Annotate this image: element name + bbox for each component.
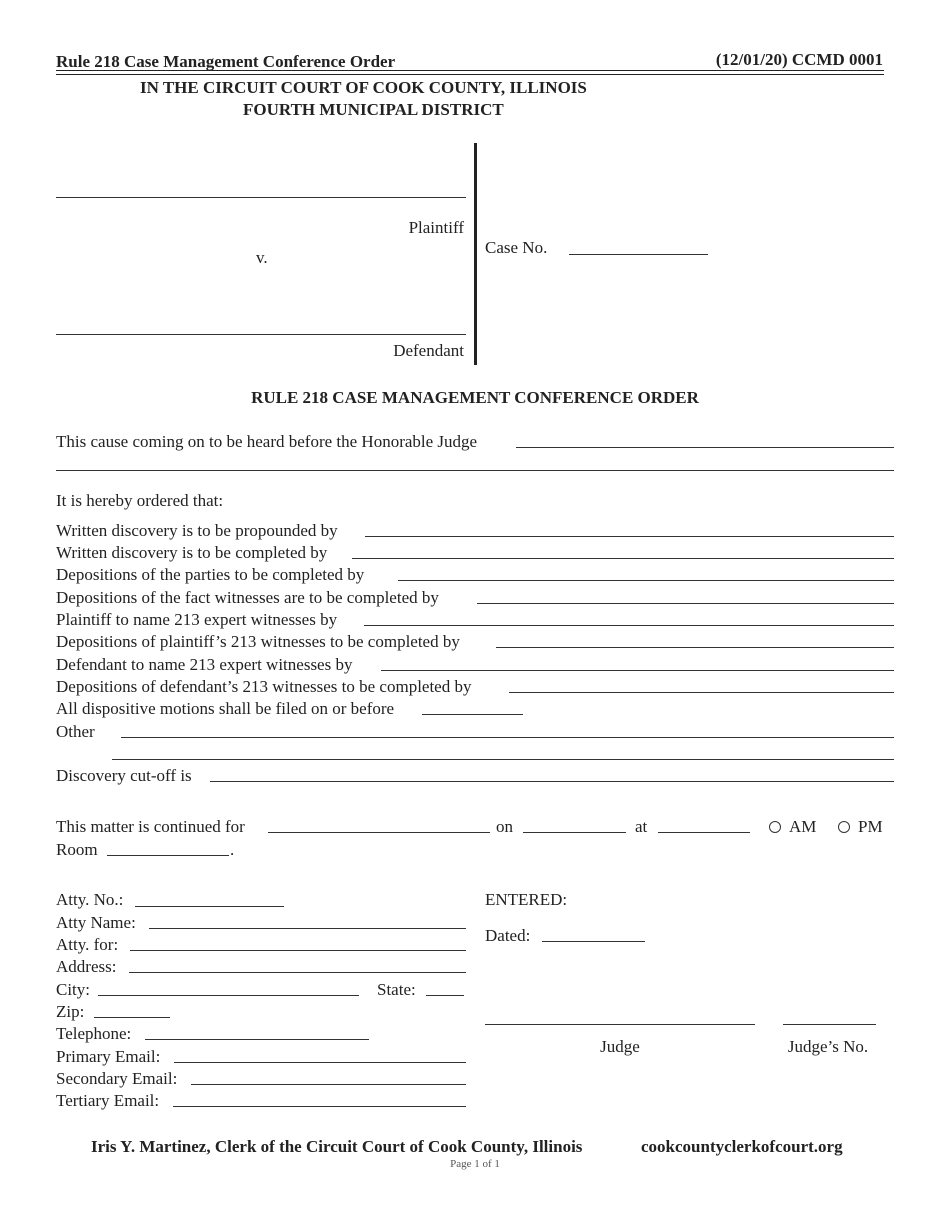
- state-label: State:: [377, 980, 416, 999]
- address-label: Address:: [56, 957, 117, 976]
- zip-label: Zip:: [56, 1002, 85, 1021]
- ordered-text: It is hereby ordered that:: [56, 491, 224, 510]
- item-dispositive-motions: All dispositive motions shall be filed on or before: [56, 699, 395, 718]
- item-depositions-fact: Depositions of the fact witnesses are to be completed by: [56, 588, 439, 607]
- atty-name-label: Atty Name:: [56, 913, 136, 932]
- depositions-fact-field[interactable]: [477, 603, 894, 604]
- plaintiff-name-field[interactable]: [56, 197, 466, 198]
- atty-for-field[interactable]: [130, 950, 466, 951]
- dated-field[interactable]: [542, 941, 645, 942]
- case-no-label: Case No.: [485, 238, 548, 257]
- judge-no-field[interactable]: [783, 1024, 876, 1025]
- footer-clerk: Iris Y. Martinez, Clerk of the Circuit Court of Cook County, Illinois: [91, 1137, 583, 1156]
- primary-email-label: Primary Email:: [56, 1047, 161, 1066]
- item-written-propounded: Written discovery is to be propounded by: [56, 521, 338, 540]
- judge-name-field-cont[interactable]: [56, 470, 894, 471]
- telephone-label: Telephone:: [56, 1024, 132, 1043]
- dated-label: Dated:: [485, 926, 531, 945]
- address-field[interactable]: [129, 972, 466, 973]
- judge-name-field[interactable]: [516, 447, 894, 448]
- plaintiff-label: Plaintiff: [408, 218, 464, 237]
- header-rule-top: [56, 70, 884, 71]
- other-field[interactable]: [121, 737, 894, 738]
- pm-option[interactable]: [838, 817, 883, 837]
- form-header-title: Rule 218 Case Management Conference Order: [56, 52, 396, 71]
- city-label: City:: [56, 980, 91, 999]
- form-code: (12/01/20) CCMD 0001: [715, 50, 883, 69]
- intro-text: This cause coming on to be heard before the Honorable Judge: [56, 432, 478, 451]
- defendant-name-field[interactable]: [56, 334, 466, 335]
- continued-at-label: at: [635, 817, 648, 836]
- am-radio-icon[interactable]: [769, 821, 781, 833]
- defendant-name-213-field[interactable]: [381, 670, 894, 671]
- caption-divider: [474, 143, 477, 365]
- continued-label: This matter is continued for: [56, 817, 245, 836]
- pm-label: PM: [858, 817, 883, 836]
- plaintiff-name-213-field[interactable]: [364, 625, 894, 626]
- depositions-defendant-213-field[interactable]: [509, 692, 894, 693]
- order-title: RULE 218 CASE MANAGEMENT CONFERENCE ORDER: [251, 388, 699, 407]
- header-rule-bottom: [56, 74, 884, 75]
- am-label: AM: [789, 817, 817, 836]
- case-no-field[interactable]: [569, 254, 708, 255]
- item-defendant-name-213: Defendant to name 213 expert witnesses by: [56, 655, 353, 674]
- court-name: IN THE CIRCUIT COURT OF COOK COUNTY, ILLINOIS: [140, 78, 587, 97]
- zip-field[interactable]: [94, 1017, 170, 1018]
- versus-label: v.: [256, 248, 268, 267]
- tertiary-email-label: Tertiary Email:: [56, 1091, 160, 1110]
- room-field[interactable]: [107, 855, 229, 856]
- depositions-parties-field[interactable]: [398, 580, 894, 581]
- dispositive-motions-field[interactable]: [422, 714, 523, 715]
- tertiary-email-field[interactable]: [173, 1106, 466, 1107]
- item-other: Other: [56, 722, 95, 741]
- written-completed-field[interactable]: [352, 558, 894, 559]
- atty-no-label: Atty. No.:: [56, 890, 124, 909]
- written-propounded-field[interactable]: [365, 536, 894, 537]
- page-number: Page 1 of 1: [450, 1158, 500, 1170]
- item-depositions-plaintiff-213: Depositions of plaintiff’s 213 witnesses to be completed by: [56, 632, 460, 651]
- discovery-cutoff-field[interactable]: [210, 781, 894, 782]
- entered-label: ENTERED:: [485, 890, 568, 909]
- continued-for-field[interactable]: [268, 832, 490, 833]
- defendant-label: Defendant: [393, 341, 464, 360]
- secondary-email-field[interactable]: [191, 1084, 466, 1085]
- primary-email-field[interactable]: [174, 1062, 466, 1063]
- pm-radio-icon[interactable]: [838, 821, 850, 833]
- continued-time-field[interactable]: [658, 832, 750, 833]
- atty-for-label: Atty. for:: [56, 935, 119, 954]
- depositions-plaintiff-213-field[interactable]: [496, 647, 894, 648]
- item-plaintiff-name-213: Plaintiff to name 213 expert witnesses by: [56, 610, 338, 629]
- judge-no-label: Judge’s No.: [787, 1037, 869, 1056]
- item-written-completed: Written discovery is to be completed by: [56, 543, 328, 562]
- item-depositions-defendant-213: Depositions of defendant’s 213 witnesses to be completed by: [56, 677, 472, 696]
- item-depositions-parties: Depositions of the parties to be completed by: [56, 565, 365, 584]
- city-field[interactable]: [98, 995, 359, 996]
- state-field[interactable]: [426, 995, 464, 996]
- judge-label: Judge: [600, 1037, 640, 1056]
- court-district: FOURTH MUNICIPAL DISTRICT: [243, 100, 504, 119]
- am-option[interactable]: [769, 817, 816, 837]
- judge-signature-field[interactable]: [485, 1024, 755, 1025]
- atty-name-field[interactable]: [149, 928, 466, 929]
- discovery-cutoff-label: Discovery cut-off is: [56, 766, 192, 785]
- room-period: .: [230, 840, 235, 859]
- secondary-email-label: Secondary Email:: [56, 1069, 178, 1088]
- other-field-cont[interactable]: [112, 759, 894, 760]
- room-label: Room: [56, 840, 98, 859]
- continued-on-label: on: [496, 817, 513, 836]
- continued-date-field[interactable]: [523, 832, 626, 833]
- telephone-field[interactable]: [145, 1039, 369, 1040]
- footer-website: cookcountyclerkofcourt.org: [641, 1137, 843, 1156]
- atty-no-field[interactable]: [135, 906, 284, 907]
